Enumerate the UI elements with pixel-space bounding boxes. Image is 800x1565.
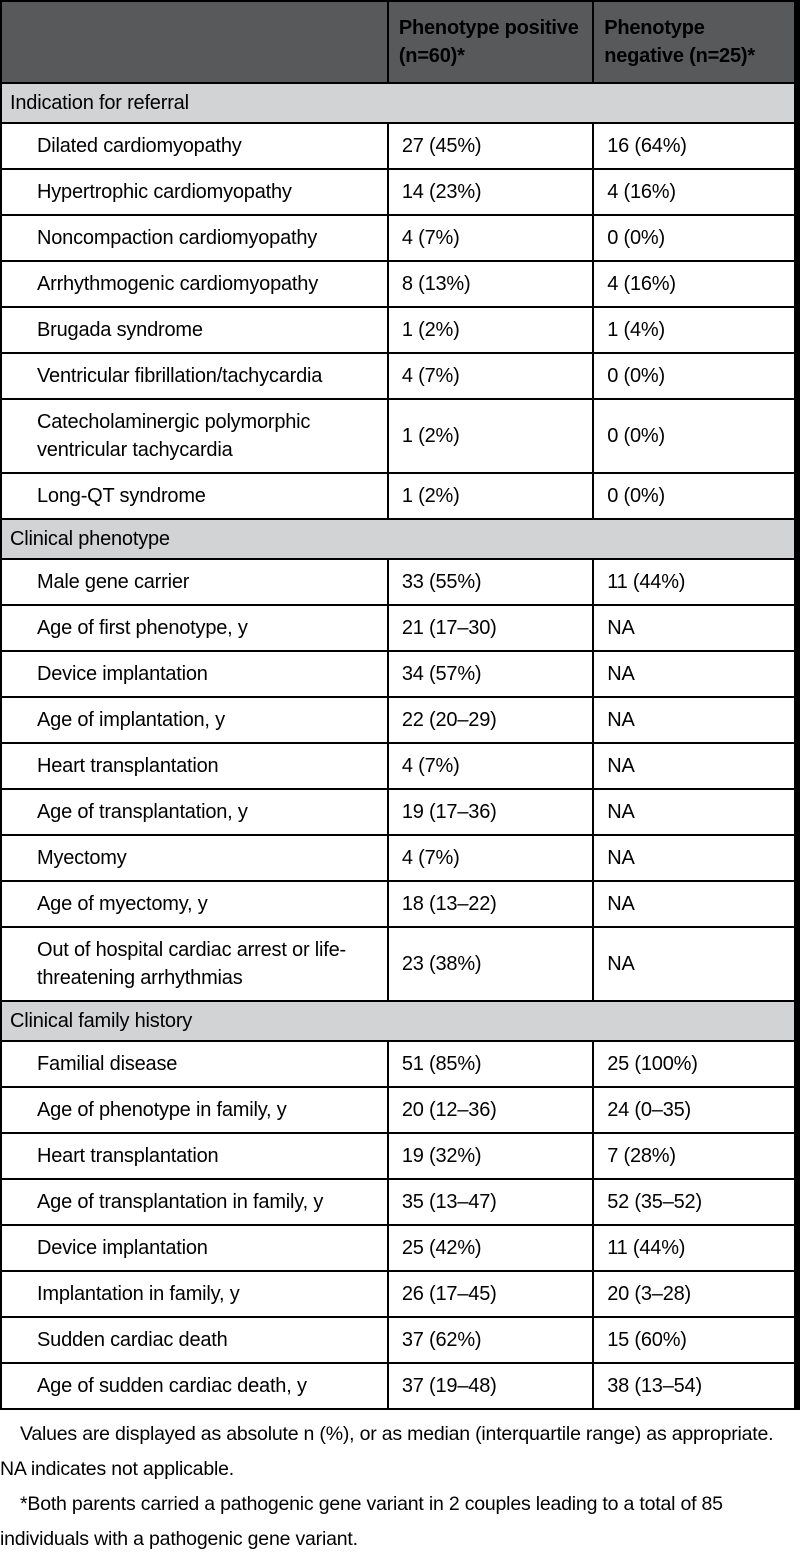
row-positive: 23 (38%): [388, 927, 593, 1001]
row-label: Age of sudden cardiac death, y: [1, 1363, 388, 1409]
row-negative: 25 (100%): [593, 1041, 797, 1087]
row-positive: 37 (62%): [388, 1317, 593, 1363]
row-positive: 51 (85%): [388, 1041, 593, 1087]
row-label: Age of first phenotype, y: [1, 605, 388, 651]
row-label: Implantation in family, y: [1, 1271, 388, 1317]
row-negative: 4 (16%): [593, 261, 797, 307]
row-label: Heart transplantation: [1, 743, 388, 789]
row-negative: 0 (0%): [593, 215, 797, 261]
row-negative: 38 (13–54): [593, 1363, 797, 1409]
row-label: Myectomy: [1, 835, 388, 881]
row-label: Age of phenotype in family, y: [1, 1087, 388, 1133]
row-positive: 19 (32%): [388, 1133, 593, 1179]
row-positive: 14 (23%): [388, 169, 593, 215]
row-label: Arrhythmogenic cardiomyopathy: [1, 261, 388, 307]
table-row: [1, 1363, 797, 1409]
row-negative: NA: [593, 605, 797, 651]
row-negative: 4 (16%): [593, 169, 797, 215]
row-label: Familial disease: [1, 1041, 388, 1087]
table-row: [1, 1271, 797, 1317]
row-positive: 1 (2%): [388, 399, 593, 473]
footnote-asterisk-note: *Both parents carried a pathogenic gene variant in 2 couples leading to a total of 85 individuals with a pathogenic gene variant.: [0, 1493, 723, 1550]
section-title: Indication for referral: [1, 83, 797, 123]
row-label: Device implantation: [1, 1225, 388, 1271]
footnote-values-note: Values are displayed as absolute n (%), or as median (interquartile range) as appropriate. NA indicates not applicable.: [0, 1423, 774, 1480]
table-row: [1, 261, 797, 307]
header-phenotype-negative: Phenotype negative (n=25)*: [593, 1, 797, 83]
row-negative: 0 (0%): [593, 473, 797, 519]
table-row: [1, 605, 797, 651]
table-row: [1, 927, 797, 1001]
table-row: [1, 473, 797, 519]
table-row: [1, 123, 797, 169]
row-positive: 18 (13–22): [388, 881, 593, 927]
row-label: Heart transplantation: [1, 1133, 388, 1179]
row-positive: 22 (20–29): [388, 697, 593, 743]
row-positive: 21 (17–30): [388, 605, 593, 651]
row-positive: 20 (12–36): [388, 1087, 593, 1133]
table-row: [1, 1179, 797, 1225]
row-positive: 26 (17–45): [388, 1271, 593, 1317]
table-row: [1, 1133, 797, 1179]
row-label: Brugada syndrome: [1, 307, 388, 353]
header-empty-cell: [1, 1, 388, 83]
table-row: [1, 353, 797, 399]
section-title: Clinical phenotype: [1, 519, 797, 559]
table-row: [1, 697, 797, 743]
row-positive: 37 (19–48): [388, 1363, 593, 1409]
row-negative: 1 (4%): [593, 307, 797, 353]
table-body: [1, 83, 797, 1409]
row-positive: 4 (7%): [388, 353, 593, 399]
row-negative: 11 (44%): [593, 1225, 797, 1271]
row-positive: 19 (17–36): [388, 789, 593, 835]
header-phenotype-positive: Phenotype positive (n=60)*: [388, 1, 593, 83]
row-label: Age of implantation, y: [1, 697, 388, 743]
section-title: Clinical family history: [1, 1001, 797, 1041]
row-negative: 20 (3–28): [593, 1271, 797, 1317]
row-positive: 4 (7%): [388, 215, 593, 261]
row-label: Age of transplantation in family, y: [1, 1179, 388, 1225]
section-header-row: [1, 519, 797, 559]
row-negative: NA: [593, 651, 797, 697]
row-negative: 7 (28%): [593, 1133, 797, 1179]
row-negative: NA: [593, 927, 797, 1001]
table-row: [1, 1087, 797, 1133]
table-row: [1, 559, 797, 605]
table-row: [1, 169, 797, 215]
row-positive: 1 (2%): [388, 307, 593, 353]
row-negative: NA: [593, 835, 797, 881]
row-label: Catecholaminergic polymorphic ventricular tachycardia: [1, 399, 388, 473]
table-row: [1, 307, 797, 353]
row-label: Age of myectomy, y: [1, 881, 388, 927]
row-label: Out of hospital cardiac arrest or life-threatening arrhythmias: [1, 927, 388, 1001]
row-positive: 1 (2%): [388, 473, 593, 519]
row-positive: 8 (13%): [388, 261, 593, 307]
section-header-row: [1, 83, 797, 123]
row-negative: 16 (64%): [593, 123, 797, 169]
row-label: Hypertrophic cardiomyopathy: [1, 169, 388, 215]
table-row: [1, 1225, 797, 1271]
row-label: Long-QT syndrome: [1, 473, 388, 519]
row-negative: NA: [593, 789, 797, 835]
table-row: [1, 789, 797, 835]
row-positive: 4 (7%): [388, 743, 593, 789]
table-row: [1, 743, 797, 789]
table-row: [1, 1041, 797, 1087]
row-label: Sudden cardiac death: [1, 1317, 388, 1363]
row-negative: 15 (60%): [593, 1317, 797, 1363]
row-positive: 25 (42%): [388, 1225, 593, 1271]
row-negative: 11 (44%): [593, 559, 797, 605]
row-negative: 0 (0%): [593, 399, 797, 473]
row-negative: 0 (0%): [593, 353, 797, 399]
row-label: Ventricular fibrillation/tachycardia: [1, 353, 388, 399]
row-negative: 24 (0–35): [593, 1087, 797, 1133]
row-positive: 33 (55%): [388, 559, 593, 605]
row-positive: 35 (13–47): [388, 1179, 593, 1225]
section-header-row: [1, 1001, 797, 1041]
row-negative: NA: [593, 881, 797, 927]
table-row: [1, 1317, 797, 1363]
table-row: [1, 835, 797, 881]
row-label: Dilated cardiomyopathy: [1, 123, 388, 169]
table-row: [1, 881, 797, 927]
row-label: Age of transplantation, y: [1, 789, 388, 835]
table-row: [1, 399, 797, 473]
header-row: [1, 1, 797, 83]
table-footnotes: [0, 1410, 800, 1565]
row-negative: 52 (35–52): [593, 1179, 797, 1225]
row-label: Male gene carrier: [1, 559, 388, 605]
table-row: [1, 215, 797, 261]
row-label: Noncompaction cardiomyopathy: [1, 215, 388, 261]
row-negative: NA: [593, 697, 797, 743]
row-label: Device implantation: [1, 651, 388, 697]
table-header: [1, 1, 797, 83]
row-positive: 34 (57%): [388, 651, 593, 697]
row-positive: 4 (7%): [388, 835, 593, 881]
row-negative: NA: [593, 743, 797, 789]
row-positive: 27 (45%): [388, 123, 593, 169]
table-row: [1, 651, 797, 697]
